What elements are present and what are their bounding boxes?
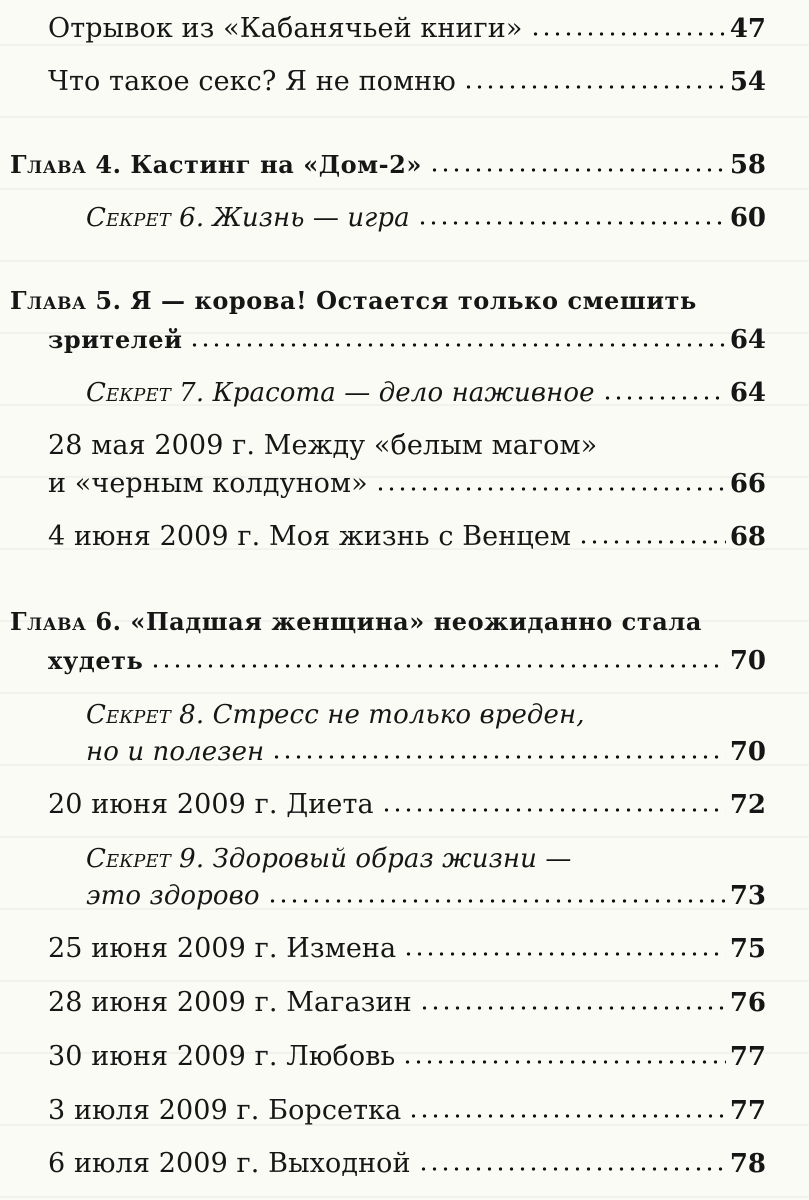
toc-line (48, 1036, 766, 1078)
chapter-prefix: Глава 4. (10, 150, 122, 179)
dot-leader (271, 739, 726, 761)
entry-title: 25 июня 2009 г. Измена (48, 933, 397, 964)
toc-secret-line (86, 372, 766, 414)
toc-line (48, 982, 766, 1024)
dot-leader (419, 990, 726, 1012)
page-number: 66 (729, 469, 766, 499)
dot-leader (402, 1044, 726, 1066)
chapter-name: «Падшая женщина» неожиданно стала (121, 607, 702, 636)
page-number: 77 (729, 1096, 766, 1126)
toc-secret-line (86, 197, 766, 239)
entry-title: 28 мая 2009 г. Между «белым магом» (48, 430, 598, 461)
dot-leader (403, 936, 726, 958)
toc-chapter-continuation-line (48, 319, 766, 361)
entry-title: 30 июня 2009 г. Любовь (48, 1041, 396, 1072)
page-number: 60 (729, 203, 766, 233)
secret-name: Здоровый образ жизни — (204, 844, 572, 874)
toc-secret-line (86, 694, 619, 736)
dot-leader (429, 152, 726, 174)
dot-leader (150, 648, 725, 670)
dot-leader (189, 327, 725, 349)
entry-title: Что такое секс? Я не помню (48, 66, 456, 97)
secret-title (86, 694, 585, 736)
page-number: 64 (729, 325, 766, 355)
secret-name: Жизнь — игра (204, 203, 410, 233)
secret-title (86, 838, 571, 880)
toc-secret-continuation-line (86, 731, 766, 773)
dot-leader (408, 1098, 725, 1120)
page-number: 76 (729, 988, 766, 1018)
secret-name: Красота — дело наживное (204, 378, 595, 408)
toc-chapter-line (10, 144, 766, 186)
chapter-prefix: Глава 5. (10, 286, 122, 315)
secret-continuation: это здорово (86, 881, 260, 911)
secret-title (86, 372, 595, 414)
dot-leader (530, 16, 726, 38)
toc-chapter-line (10, 601, 724, 643)
entry-title: Отрывок из «Кабанячьей книги» (48, 13, 523, 44)
secret-continuation: но и полезен (86, 737, 265, 767)
toc-line (48, 425, 619, 467)
secret-title (86, 197, 410, 239)
dot-leader (267, 883, 726, 905)
secret-name: Стресс не только вреден, (204, 700, 585, 730)
dot-leader (381, 792, 726, 814)
dot-leader (578, 524, 726, 546)
entry-title: 28 июня 2009 г. Магазин (48, 987, 412, 1018)
page-number: 54 (729, 67, 766, 97)
secret-prefix: Секрет 7. (86, 378, 205, 408)
dot-leader (418, 1151, 726, 1173)
toc-secret-continuation-line (86, 875, 766, 917)
chapter-title (10, 601, 702, 643)
chapter-title (10, 280, 697, 322)
page-number: 58 (729, 150, 766, 180)
toc-line (48, 61, 766, 103)
chapter-continuation: зрителей (48, 325, 183, 354)
chapter-title (10, 144, 422, 186)
toc-continuation-line (48, 463, 766, 505)
toc-line (48, 784, 766, 826)
page-number: 68 (729, 522, 766, 552)
page-number: 70 (729, 646, 766, 676)
chapter-continuation: худеть (48, 646, 144, 675)
toc-line (48, 8, 766, 50)
toc-line (48, 1143, 766, 1185)
page-number: 77 (729, 1042, 766, 1072)
page-number: 70 (729, 737, 766, 767)
secret-prefix: Секрет 6. (86, 203, 205, 233)
entry-title: 3 июля 2009 г. Борсетка (48, 1095, 402, 1126)
toc-secret-line (86, 838, 589, 880)
entry-continuation: и «черным колдуном» (48, 468, 368, 499)
secret-prefix: Секрет 9. (86, 844, 205, 874)
chapter-name: Кастинг на «Дом-2» (121, 150, 422, 179)
toc-chapter-line (10, 280, 714, 322)
page-number: 72 (729, 790, 766, 820)
page-number: 73 (729, 881, 766, 911)
entry-title: 4 июня 2009 г. Моя жизнь с Венцем (48, 521, 571, 552)
page-number: 64 (729, 378, 766, 408)
page-number: 75 (729, 934, 766, 964)
entry-title: 20 июня 2009 г. Диета (48, 789, 374, 820)
secret-prefix: Секрет 8. (86, 700, 205, 730)
chapter-prefix: Глава 6. (10, 607, 122, 636)
entry-title: 6 июля 2009 г. Выходной (48, 1148, 411, 1179)
page-number: 78 (729, 1149, 766, 1179)
dot-leader (463, 69, 726, 91)
dot-leader (602, 380, 726, 402)
toc-line (48, 516, 766, 558)
toc-line (48, 1090, 766, 1132)
chapter-name: Я — корова! Остается только смешить (121, 286, 697, 315)
dot-leader (417, 205, 726, 227)
dot-leader (375, 471, 726, 493)
toc-chapter-continuation-line (48, 640, 766, 682)
page-number: 47 (729, 14, 766, 44)
toc-line (48, 928, 766, 970)
